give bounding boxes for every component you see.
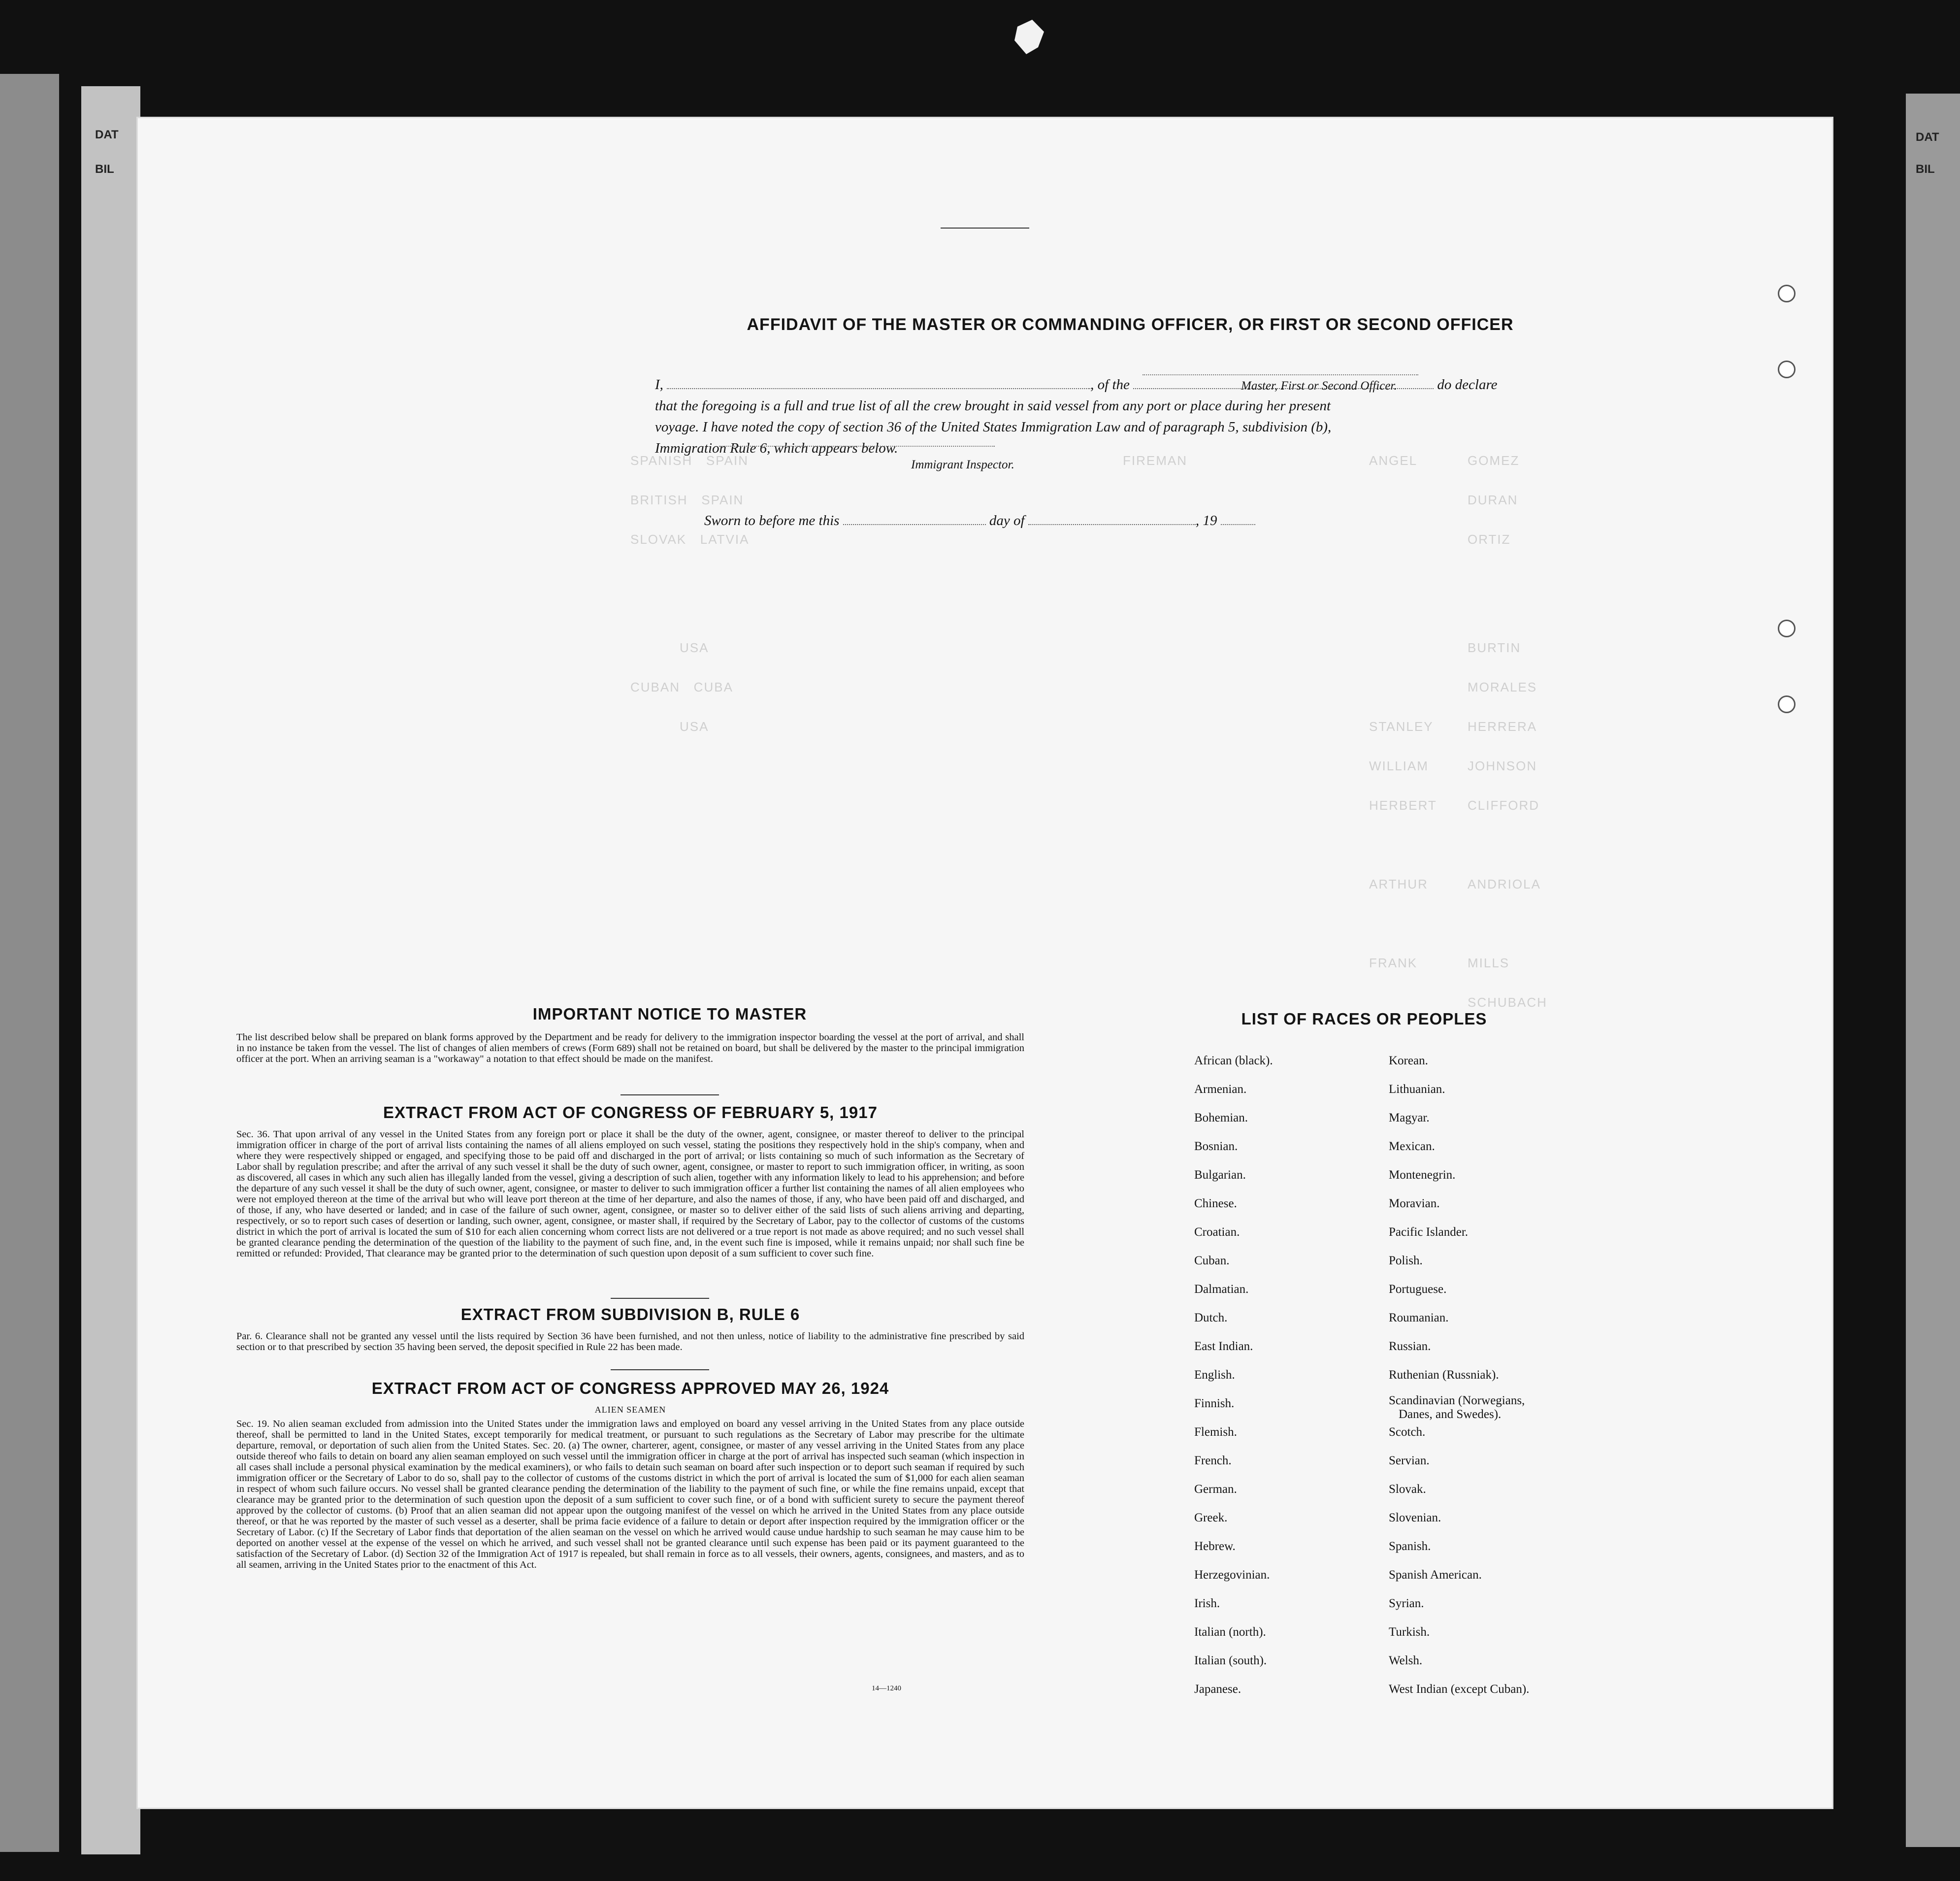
punch-hole bbox=[1778, 285, 1796, 302]
race-item: Roumanian. bbox=[1389, 1311, 1449, 1324]
race-item: Syrian. bbox=[1389, 1597, 1424, 1610]
races-title: LIST OF RACES OR PEOPLES bbox=[1241, 1010, 1487, 1028]
margin-stamp: DAT bbox=[95, 128, 119, 141]
race-item: Hebrew. bbox=[1194, 1540, 1236, 1553]
act-1924-text: Sec. 19. No alien seaman excluded from admission into the United States under the immigration laws and employed on board any vessel arriving in the United States from any place outside thereof, shall be permitted to land in the United States, except temporarily for medical treatment, or pursuant to such regulations as the Secretary of Labor may prescribe for the ultimate departure, removal, or deportation of such alien from the United States. Sec. 20. (a) The owner, charterer, agent, consignee, or master of any vessel arriving in the United States from any place outside thereof who fails to detain on board any alien seaman employed on such vessel until the immigration officer in charge at the port of arrival has inspected such seaman (which inspection in all cases shall include a personal physical examination by the medical examiners), or who fails to detain such seaman on board after such inspection or to deport such seaman if required by such immigration officer or the Secretary of Labor to do so, shall pay to the collector of customs of the customs district in which the port of arrival is located the sum of $1,000 for each alien seaman in respect of whom such failure occurs. No vessel shall be granted clearance pending the determination of the liability to the payment of such fine, or while the fine remains unpaid, except that clearance may be granted prior to the determination of such question upon the deposit of a sum sufficient to cover such fine, or of a bond with sufficient surety to secure the payment thereof approved by the collector of customs. (b) Proof that an alien seaman did not appear upon the outgoing manifest of the vessel on which he arrived in the United States from any place outside thereof, or that he was reported by the master of such vessel as a deserter, shall be prima facie evidence of a failure to detain or deport after inspection required by the immigration officer or the Secretary of Labor. (c) If the Secretary of Labor finds that deportation of the alien seaman on the vessel on which he arrived would cause undue hardship to such seaman he may cause him to be deported on another vessel at the expense of the vessel on which he arrived, and such vessel shall not be granted clearance until such expense has been paid or its payment guaranteed to the satisfaction of the Secretary of Labor. (d) Section 32 of the Immigration Act of 1917 is repealed, but shall remain in force as to all vessels, their owners, agents, consignees, and masters, and as to all seamen, arriving in the United States prior to the enactment of this Act. bbox=[236, 1419, 1024, 1570]
year-blank[interactable] bbox=[1221, 512, 1255, 525]
form-number: 14—1240 bbox=[872, 1684, 901, 1692]
oath-of-the: , of the bbox=[1090, 377, 1130, 393]
race-item: Portuguese. bbox=[1389, 1283, 1447, 1296]
race-item: Pacific Islander. bbox=[1389, 1225, 1469, 1239]
margin-stamp: BIL bbox=[95, 163, 114, 176]
race-item: African (black). bbox=[1194, 1054, 1273, 1067]
notice-title: IMPORTANT NOTICE TO MASTER bbox=[532, 1005, 807, 1023]
section-rule bbox=[611, 1369, 709, 1370]
master-signature-label: Master, First or Second Officer. bbox=[1241, 379, 1397, 393]
race-item: Scotch. bbox=[1389, 1425, 1426, 1439]
title-rule bbox=[941, 228, 1029, 229]
document-page: GOMEZ ANGEL FIREMAN SPANISH SPAIN DURAN BRITISH SPAIN ORTIZ SLOVAK LATVIA BURTIN USA MORALES CUBAN CUBA HERRERA STANLEY USA JOHNSON WILLIAM CLIFFORD HERBERT ANDRIOLA ARTHUR MILLS FRANK SCHUBACH AFFIDAVIT OF THE MASTER OR COMMANDING OFFICER, OR FIRST OR SECOND OFFICER I, , of the do declare that the foregoing is a full and true list of all the crew brought in said vessel from any port or place during her present voyage. I have noted the copy of section 36 of the United States Immigration Law and of paragraph 5, subdivision (b), Immigration Rule 6, which appears below. Master, First or Second Officer. Sworn to before me this day of , 19 Immigrant Inspector. IMPORTANT NOTICE TO MASTER The list described below shall be prepared on blank forms approved by the Department and be ready for delivery to the immigration inspector boarding the vessel at the port of arrival, and shall in no instance be taken from the vessel. The list of changes of alien members of crews (Form 689) shall not be retained on board, but shall be delivered by the master to the principal immigration officer at the port. When an arriving seaman is a "workaway" a notation to that effect should be made on the manifest. EXTRACT FROM ACT OF CONGRESS OF FEBRUARY 5, 1917 Sec. 36. That upon arrival of any vessel in the United States from any foreign port or place it shall be the duty of the owner, agent, consignee, or master thereof to deliver to the principal immigration officer in charge of the port of arrival lists containing the names of all aliens employed on such vessel, stating the positions they respectively hold in the ship's company, when and where they were respectively shipped or engaged, and specifying those to be paid off and discharged in the port of arrival; or lists containing so much of such information as the Secretary of Labor shall by regulation prescribe; and after the arrival of any such vessel it shall be the duty of such owner, agent, consignee, or master to report to such immigration officer, in writing, as soon as discovered, all cases in which any such alien has illegally landed from the vessel, giving a description of such alien, together with any information likely to lead to his apprehension; and before the departure of any such vessel it shall be the duty of such owner, agent, consignee, or master to deliver to such immigration officer a further list containing the names of all alien employees who were not employed thereon at the time of the arrival but who will leave port thereon at the time of her departure, and also the names of those, if any, who have been paid off and discharged, and of those, if any, who have deserted or landed; and in case of the failure of such owner, agent, consignee, or master so to deliver either of the said lists of such aliens arriving and departing, respectively, or so to report such cases of desertion or landing, such owner, agent, consignee, or master shall, if required by the Secretary of Labor, pay to the collector of customs of the customs district in which the port of arrival is located the sum of $10 for each alien concerning whom correct lists are not delivered or a true report is not made as above required; and no such vessel shall be granted clearance pending the determination of the question of the liability to the payment of such fine, and, in the event such fine is imposed, while it remains unpaid; nor shall such fine be remitted or refunded: Provided, That clearance may be granted prior to the determination of such question upon deposit of a sum sufficient to cover such fine. EXTRACT FROM SUBDIVISION B, RULE 6 Par. 6. Clearance shall not be granted any vessel until the lists required by Section 36 have been furnished, and not then unless, notice of liability to the administrative fine prescribed by said section or to that prescribed by section 35 having been served, the deposit specified in Rule 22 has been made. EXTRACT FROM ACT OF CONGRESS APPROVED MAY 26, 1924 ALIEN SEAMEN Sec. 19. No alien seaman excluded from admission into the United States under the immigration laws and employed on board any vessel arriving in the United States from any place outside thereof, shall be permitted to land in the United States, except temporarily for medical treatment, or pursuant to such regulations as the Secretary of Labor may prescribe for the ultimate departure, removal, or deportation of such alien from the United States. Sec. 20. (a) The owner, charterer, agent, consignee, or master of any vessel arriving in the United States from any place outside thereof who fails to detain on board any alien seaman employed on such vessel until the immigration officer in charge at the port of arrival has inspected such seaman (which inspection in all cases shall include a personal physical examination by the medical examiners), or who fails to detain such seaman on board after such inspection or to deport such seaman if required by such immigration officer or the Secretary of Labor to do so, shall pay to the collector of customs of the customs district in which the port of arrival is located the sum of $1,000 for each alien seaman in respect of whom such failure occurs. No vessel shall be granted clearance pending the determination of the liability to the payment of such fine, or while the fine remains unpaid, except that clearance may be granted prior to the determination of such question upon the deposit of a sum sufficient to cover such fine, or of a bond with sufficient surety to secure the payment thereof approved by the collector of customs. (b) Proof that an alien seaman did not appear upon the outgoing manifest of the vessel on which he arrived in the United States from any place outside thereof, or that he was reported by the master of such vessel as a deserter, shall be prima facie evidence of a failure to detain or deport after inspection required by the immigration officer or the Secretary of Labor. (c) If the Secretary of Labor finds that deportation of the alien seaman on the vessel on which he arrived would cause undue hardship to such seaman he may cause him to be deported on another vessel at the expense of the vessel on which he arrived, and such vessel shall not be granted clearance until such expense has been paid or its payment guaranteed to the satisfaction of the Secretary of Labor. (d) Section 32 of the Immigration Act of 1917 is repealed, but shall remain in force as to all vessels, their owners, agents, consignees, and masters, and as to all seamen, arriving in the United States prior to the enactment of this Act. 14—1240 LIST OF RACES OR PEOPLES African (black). Armenian. Bohemian. Bosnian. Bulgarian. Chinese. Croatian. Cuban. Dalmatian. Dutch. East Indian. English. Finnish. Flemish. French. German. Greek. Hebrew. Herzegovinian. Irish. Italian (north). Italian (south). Japanese. Korean. Lithuanian. Magyar. Mexican. Montenegrin. Moravian. Pacific Islander. Polish. Portuguese. Roumanian. Russian. Ruthenian (Russniak). Scandinavian (Norwegians, Danes, and Swedes). Scotch. Servian. Slovak. Slovenian. Spanish. Spanish American. Syrian. Turkish. Welsh. West Indian (except Cuban). bbox=[138, 118, 1832, 1808]
race-item: Italian (south). bbox=[1194, 1654, 1267, 1667]
race-item: Servian. bbox=[1389, 1454, 1430, 1467]
race-item: Slovenian. bbox=[1389, 1511, 1441, 1524]
race-item: Scandinavian (Norwegians, bbox=[1389, 1394, 1525, 1407]
race-item: Chinese. bbox=[1194, 1197, 1237, 1210]
adjacent-page-right bbox=[1906, 94, 1960, 1847]
sworn-line bbox=[704, 512, 1255, 529]
race-item: Finnish. bbox=[1194, 1397, 1235, 1410]
affidavit-title: AFFIDAVIT OF THE MASTER OR COMMANDING OFFICER, OR FIRST OR SECOND OFFICER bbox=[747, 315, 1514, 334]
race-item: Spanish. bbox=[1389, 1540, 1431, 1553]
rule-6-text: Par. 6. Clearance shall not be granted any vessel until the lists required by Section 36 have been furnished, and not then unless, notice of liability to the administrative fine prescribed by said section or to that prescribed by section 35 having been served, the deposit specified in Rule 22 has been made. bbox=[236, 1331, 1024, 1353]
notice-text: The list described below shall be prepared on blank forms approved by the Department and be ready for delivery to the immigration inspector boarding the vessel at the port of arrival, and shall in no instance be taken from the vessel. The list of changes of alien members of crews (Form 689) shall not be retained on board, but shall be delivered by the master to the principal immigration officer at the port. When an arriving seaman is a "workaway" a notation to that effect should be made on the manifest. bbox=[236, 1032, 1024, 1064]
race-item: Welsh. bbox=[1389, 1654, 1423, 1667]
section-rule bbox=[621, 1094, 719, 1095]
race-item: Cuban. bbox=[1194, 1254, 1230, 1267]
race-item: Korean. bbox=[1389, 1054, 1428, 1067]
race-item: English. bbox=[1194, 1368, 1235, 1382]
race-item: Dutch. bbox=[1194, 1311, 1228, 1324]
race-item: Armenian. bbox=[1194, 1083, 1247, 1096]
race-item: Russian. bbox=[1389, 1340, 1431, 1353]
race-item: Ruthenian (Russniak). bbox=[1389, 1368, 1499, 1382]
oath-declare: do declare bbox=[1437, 377, 1498, 393]
sworn-text: Sworn to before me this bbox=[704, 513, 840, 528]
oath-line-4: Immigration Rule 6, which appears below. bbox=[655, 440, 898, 456]
day-blank[interactable] bbox=[843, 512, 986, 525]
race-item: Greek. bbox=[1194, 1511, 1228, 1524]
punch-hole bbox=[1778, 620, 1796, 637]
sworn-day-of: day of bbox=[989, 513, 1025, 528]
act-1924-subtitle: ALIEN SEAMEN bbox=[594, 1405, 666, 1415]
race-item: Herzegovinian. bbox=[1194, 1568, 1270, 1582]
paper-scrap bbox=[1014, 20, 1044, 54]
margin-stamp: DAT bbox=[1916, 131, 1939, 144]
race-item: Bulgarian. bbox=[1194, 1168, 1246, 1182]
adjacent-page-left bbox=[0, 74, 59, 1852]
name-blank[interactable] bbox=[667, 376, 1090, 389]
race-item: Mexican. bbox=[1389, 1140, 1435, 1153]
race-item: Bohemian. bbox=[1194, 1111, 1248, 1124]
punch-hole bbox=[1778, 695, 1796, 713]
oath-i: I, bbox=[655, 377, 663, 393]
race-item: Bosnian. bbox=[1194, 1140, 1238, 1153]
section-rule bbox=[611, 1298, 709, 1299]
race-item: Magyar. bbox=[1389, 1111, 1430, 1124]
adjacent-page-left-inner bbox=[81, 86, 140, 1854]
race-item: Turkish. bbox=[1389, 1625, 1430, 1639]
race-item: Montenegrin. bbox=[1389, 1168, 1456, 1182]
act-1924-title: EXTRACT FROM ACT OF CONGRESS APPROVED MAY 26, 1924 bbox=[371, 1379, 889, 1397]
margin-stamp: BIL bbox=[1916, 163, 1935, 176]
act-1917-title: EXTRACT FROM ACT OF CONGRESS OF FEBRUARY 5, 1917 bbox=[383, 1103, 878, 1122]
inspector-signature-label: Immigrant Inspector. bbox=[911, 458, 1014, 471]
race-item: East Indian. bbox=[1194, 1340, 1253, 1353]
act-1917-text: Sec. 36. That upon arrival of any vessel in the United States from any foreign port or place it shall be the duty of the owner, agent, consignee, or master thereof to deliver to the principal immigration officer in charge of the port of arrival lists containing the names of all aliens employed on such vessel, stating the positions they respectively hold in the ship's company, when and where they were respectively shipped or engaged, and specifying those to be paid off and discharged in the port of arrival; or lists containing so much of such information as the Secretary of Labor shall by regulation prescribe; and after the arrival of any such vessel it shall be the duty of such owner, agent, consignee, or master to report to such immigration officer, in writing, as soon as discovered, all cases in which any such alien has illegally landed from the vessel, giving a description of such alien, together with any information likely to lead to his apprehension; and before the departure of any such vessel it shall be the duty of such owner, agent, consignee, or master to deliver to such immigration officer a further list containing the names of all alien employees who were not employed thereon at the time of the arrival but who will leave port thereon at the time of her departure, and also the names of those, if any, who have been paid off and discharged, and of those, if any, who have deserted or landed; and in case of the failure of such owner, agent, consignee, or master so to deliver either of the said lists of such aliens arriving and departing, respectively, or so to report such cases of desertion or landing, such owner, agent, consignee, or master shall, if required by the Secretary of Labor, pay to the collector of customs of the customs district in which the port of arrival is located the sum of $10 for each alien concerning whom correct lists are not delivered or a true report is not made as above required; and no such vessel shall be granted clearance pending the determination of the question of the liability to the payment of such fine, and, in the event such fine is imposed, while it remains unpaid; nor shall such fine be remitted or refunded: Provided, That clearance may be granted prior to the determination of such question upon deposit of a sum sufficient to cover such fine. bbox=[236, 1129, 1024, 1259]
sworn-year: , 19 bbox=[1195, 513, 1217, 528]
rule-6-title: EXTRACT FROM SUBDIVISION B, RULE 6 bbox=[460, 1305, 800, 1323]
race-item: Spanish American. bbox=[1389, 1568, 1482, 1582]
race-item: Italian (north). bbox=[1194, 1625, 1266, 1639]
race-item: Polish. bbox=[1389, 1254, 1423, 1267]
race-item: Danes, and Swedes). bbox=[1399, 1408, 1502, 1421]
race-item: Slovak. bbox=[1389, 1483, 1426, 1496]
race-item: Croatian. bbox=[1194, 1225, 1240, 1239]
race-item: French. bbox=[1194, 1454, 1232, 1467]
inspector-signature-line[interactable] bbox=[719, 446, 995, 447]
race-item: Moravian. bbox=[1389, 1197, 1440, 1210]
race-item: Japanese. bbox=[1194, 1683, 1241, 1696]
race-item: Irish. bbox=[1194, 1597, 1220, 1610]
race-item: German. bbox=[1194, 1483, 1237, 1496]
race-item: Dalmatian. bbox=[1194, 1283, 1249, 1296]
month-blank[interactable] bbox=[1028, 512, 1196, 525]
oath-line-2: that the foregoing is a full and true list of all the crew brought in said vessel from any port or place during her present bbox=[655, 398, 1331, 414]
oath-line-3: voyage. I have noted the copy of section 36 of the United States Immigration Law and of paragraph 5, subdivision (b), bbox=[655, 419, 1332, 435]
race-item: West Indian (except Cuban). bbox=[1389, 1683, 1530, 1696]
punch-hole bbox=[1778, 361, 1796, 378]
race-item: Flemish. bbox=[1194, 1425, 1237, 1439]
race-item: Lithuanian. bbox=[1389, 1083, 1445, 1096]
master-signature-line[interactable] bbox=[1143, 374, 1418, 375]
